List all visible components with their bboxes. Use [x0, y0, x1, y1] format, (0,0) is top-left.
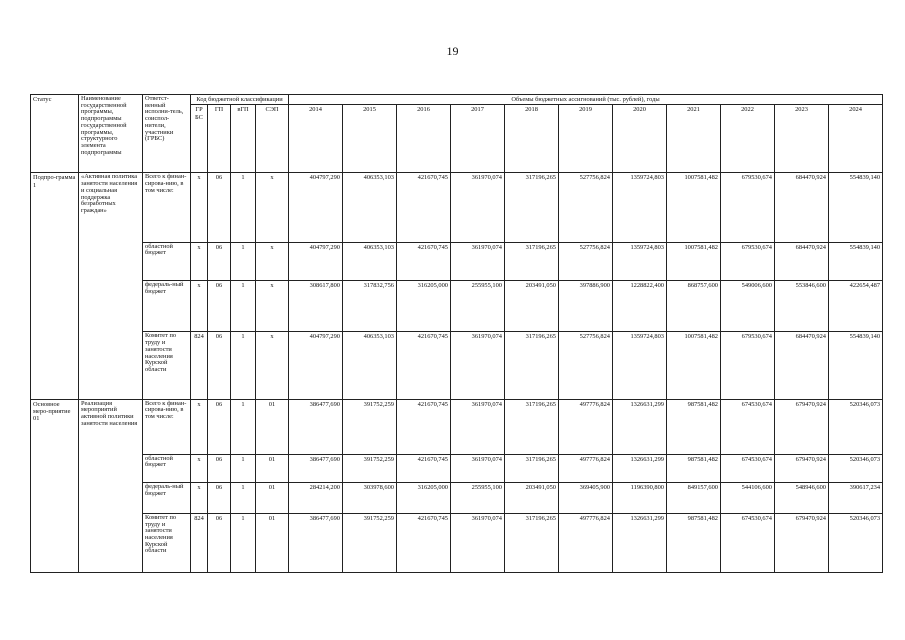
responsible-cell: федераль-ный бюджет	[143, 281, 191, 332]
value-cell: 1359724,803	[613, 332, 667, 399]
code-vgp-cell: 1	[231, 242, 256, 281]
value-cell: 520346,073	[829, 399, 883, 454]
value-cell: 391752,259	[343, 454, 397, 483]
value-cell: 316205,000	[397, 483, 451, 514]
value-cell: 386477,690	[289, 513, 343, 572]
code-grbs-cell: 824	[191, 332, 208, 399]
code-sep-cell: 01	[256, 399, 289, 454]
value-cell: 987581,482	[667, 399, 721, 454]
value-cell: 497776,824	[559, 399, 613, 454]
block-status: Подпро-грамма 1	[31, 173, 79, 399]
header-volumes: Объемы бюджетных ассигнований (тыс. рублей), годы	[289, 95, 883, 105]
table-row	[31, 242, 883, 281]
budget-table	[30, 94, 883, 573]
value-cell: 679530,674	[721, 173, 775, 242]
code-grbs-cell: 824	[191, 513, 208, 572]
code-vgp-cell: 1	[231, 399, 256, 454]
block-name: Реализация мероприятий активной политики занятости населения	[79, 399, 143, 572]
value-cell: 255955,100	[451, 281, 505, 332]
value-cell: 361970,074	[451, 454, 505, 483]
value-cell: 554839,140	[829, 332, 883, 399]
value-cell: 406353,103	[343, 242, 397, 281]
code-grbs-cell: х	[191, 483, 208, 514]
value-cell: 679530,674	[721, 242, 775, 281]
header-code-sep: СЭП	[256, 105, 289, 173]
header-year: 2024	[829, 105, 883, 173]
responsible-cell: Комитет по труду и занятости населения Курской области	[143, 332, 191, 399]
value-cell: 317832,756	[343, 281, 397, 332]
value-cell: 987581,482	[667, 454, 721, 483]
code-grbs-cell: х	[191, 454, 208, 483]
value-cell: 679530,674	[721, 332, 775, 399]
value-cell: 421670,745	[397, 513, 451, 572]
table-row	[31, 173, 883, 242]
responsible-cell: областной бюджет	[143, 454, 191, 483]
value-cell: 527756,824	[559, 332, 613, 399]
code-gp-cell: 06	[208, 281, 231, 332]
value-cell: 406353,103	[343, 173, 397, 242]
header-code-grbs: ГР БС	[191, 105, 208, 173]
value-cell: 317196,265	[505, 173, 559, 242]
value-cell: 390617,234	[829, 483, 883, 514]
value-cell: 497776,824	[559, 513, 613, 572]
value-cell: 520346,073	[829, 454, 883, 483]
value-cell: 421670,745	[397, 173, 451, 242]
code-gp-cell: 06	[208, 242, 231, 281]
responsible-cell: областной бюджет	[143, 242, 191, 281]
table-row	[31, 454, 883, 483]
value-cell: 386477,690	[289, 454, 343, 483]
value-cell: 679470,924	[775, 399, 829, 454]
value-cell: 361970,074	[451, 173, 505, 242]
value-cell: 1007581,482	[667, 173, 721, 242]
header-year: 2015	[343, 105, 397, 173]
value-cell: 554839,140	[829, 173, 883, 242]
header-year: 2016	[397, 105, 451, 173]
value-cell: 549006,600	[721, 281, 775, 332]
value-cell: 406353,103	[343, 332, 397, 399]
code-grbs-cell: х	[191, 399, 208, 454]
code-gp-cell: 06	[208, 332, 231, 399]
header-year: 2022	[721, 105, 775, 173]
value-cell: 554839,140	[829, 242, 883, 281]
value-cell: 404797,290	[289, 332, 343, 399]
value-cell: 203491,050	[505, 281, 559, 332]
header-responsible: Ответст-венный исполни-тель, соиспол-нители, участники (ГРБС)	[143, 95, 191, 173]
code-grbs-cell: х	[191, 173, 208, 242]
code-vgp-cell: 1	[231, 281, 256, 332]
responsible-cell: федераль-ный бюджет	[143, 483, 191, 514]
value-cell: 255955,100	[451, 483, 505, 514]
value-cell: 1359724,803	[613, 242, 667, 281]
table-row	[31, 281, 883, 332]
code-sep-cell: 01	[256, 513, 289, 572]
value-cell: 421670,745	[397, 332, 451, 399]
value-cell: 361970,074	[451, 513, 505, 572]
value-cell: 527756,824	[559, 173, 613, 242]
value-cell: 421670,745	[397, 242, 451, 281]
value-cell: 849157,600	[667, 483, 721, 514]
value-cell: 684470,924	[775, 173, 829, 242]
value-cell: 1228822,400	[613, 281, 667, 332]
value-cell: 317196,265	[505, 399, 559, 454]
header-year: 2018	[505, 105, 559, 173]
value-cell: 1196390,800	[613, 483, 667, 514]
code-vgp-cell: 1	[231, 173, 256, 242]
value-cell: 391752,259	[343, 399, 397, 454]
value-cell: 361970,074	[451, 242, 505, 281]
value-cell: 1326631,299	[613, 513, 667, 572]
header-year: 2019	[559, 105, 613, 173]
value-cell: 361970,074	[451, 399, 505, 454]
responsible-cell: Всего к финан-сирова-нию, в том числе:	[143, 399, 191, 454]
header-code-gp: ГП	[208, 105, 231, 173]
value-cell: 674530,674	[721, 399, 775, 454]
responsible-cell: Комитет по труду и занятости населения Курской области	[143, 513, 191, 572]
code-sep-cell: х	[256, 173, 289, 242]
code-sep-cell: х	[256, 281, 289, 332]
code-gp-cell: 06	[208, 173, 231, 242]
table-row	[31, 399, 883, 454]
block-status: Основное меро-приятие 01	[31, 399, 79, 572]
code-sep-cell: 01	[256, 483, 289, 514]
value-cell: 684470,924	[775, 332, 829, 399]
header-year: 2014	[289, 105, 343, 173]
value-cell: 1007581,482	[667, 332, 721, 399]
header-status: Статус	[31, 95, 79, 173]
header-code-group: Код бюджетной классификации	[191, 95, 289, 105]
value-cell: 404797,290	[289, 242, 343, 281]
value-cell: 679470,924	[775, 454, 829, 483]
value-cell: 316205,000	[397, 281, 451, 332]
value-cell: 421670,745	[397, 399, 451, 454]
value-cell: 553846,600	[775, 281, 829, 332]
value-cell: 679470,924	[775, 513, 829, 572]
page-number: 19	[446, 44, 459, 58]
value-cell: 527756,824	[559, 242, 613, 281]
code-sep-cell: х	[256, 242, 289, 281]
value-cell: 421670,745	[397, 454, 451, 483]
value-cell: 391752,259	[343, 513, 397, 572]
code-sep-cell: х	[256, 332, 289, 399]
header-year: 2020	[613, 105, 667, 173]
table-row	[31, 513, 883, 572]
header-year: 2021	[667, 105, 721, 173]
code-sep-cell: 01	[256, 454, 289, 483]
code-gp-cell: 06	[208, 399, 231, 454]
header-code-vgp: вГП	[231, 105, 256, 173]
value-cell: 1007581,482	[667, 242, 721, 281]
code-vgp-cell: 1	[231, 454, 256, 483]
header-year: 2017	[451, 105, 505, 173]
code-vgp-cell: 1	[231, 332, 256, 399]
value-cell: 422654,487	[829, 281, 883, 332]
table-row	[31, 483, 883, 514]
code-grbs-cell: х	[191, 281, 208, 332]
value-cell: 674530,674	[721, 513, 775, 572]
code-vgp-cell: 1	[231, 483, 256, 514]
value-cell: 987581,482	[667, 513, 721, 572]
value-cell: 317196,265	[505, 242, 559, 281]
value-cell: 868757,600	[667, 281, 721, 332]
value-cell: 404797,290	[289, 173, 343, 242]
value-cell: 317196,265	[505, 513, 559, 572]
value-cell: 369405,900	[559, 483, 613, 514]
value-cell: 544106,600	[721, 483, 775, 514]
value-cell: 386477,690	[289, 399, 343, 454]
value-cell: 674530,674	[721, 454, 775, 483]
value-cell: 284214,200	[289, 483, 343, 514]
value-cell: 548946,600	[775, 483, 829, 514]
value-cell: 1359724,803	[613, 173, 667, 242]
responsible-cell: Всего к финан-сирова-нию, в том числе:	[143, 173, 191, 242]
value-cell: 317196,265	[505, 332, 559, 399]
code-grbs-cell: х	[191, 242, 208, 281]
block-name: «Активная политика занятости населения и социальная поддержка безработных граждан»	[79, 173, 143, 399]
code-gp-cell: 06	[208, 454, 231, 483]
header-name: Наименование государственной программы, подпрограммы государственной программы, структурного элемента подпрограммы	[79, 95, 143, 173]
value-cell: 308617,800	[289, 281, 343, 332]
value-cell: 203491,050	[505, 483, 559, 514]
value-cell: 397886,900	[559, 281, 613, 332]
value-cell: 361970,074	[451, 332, 505, 399]
code-vgp-cell: 1	[231, 513, 256, 572]
value-cell: 497776,824	[559, 454, 613, 483]
value-cell: 1326631,299	[613, 454, 667, 483]
value-cell: 520346,073	[829, 513, 883, 572]
value-cell: 317196,265	[505, 454, 559, 483]
value-cell: 1326631,299	[613, 399, 667, 454]
value-cell: 303978,600	[343, 483, 397, 514]
value-cell: 684470,924	[775, 242, 829, 281]
table-row	[31, 332, 883, 399]
code-gp-cell: 06	[208, 513, 231, 572]
code-gp-cell: 06	[208, 483, 231, 514]
header-year: 2023	[775, 105, 829, 173]
